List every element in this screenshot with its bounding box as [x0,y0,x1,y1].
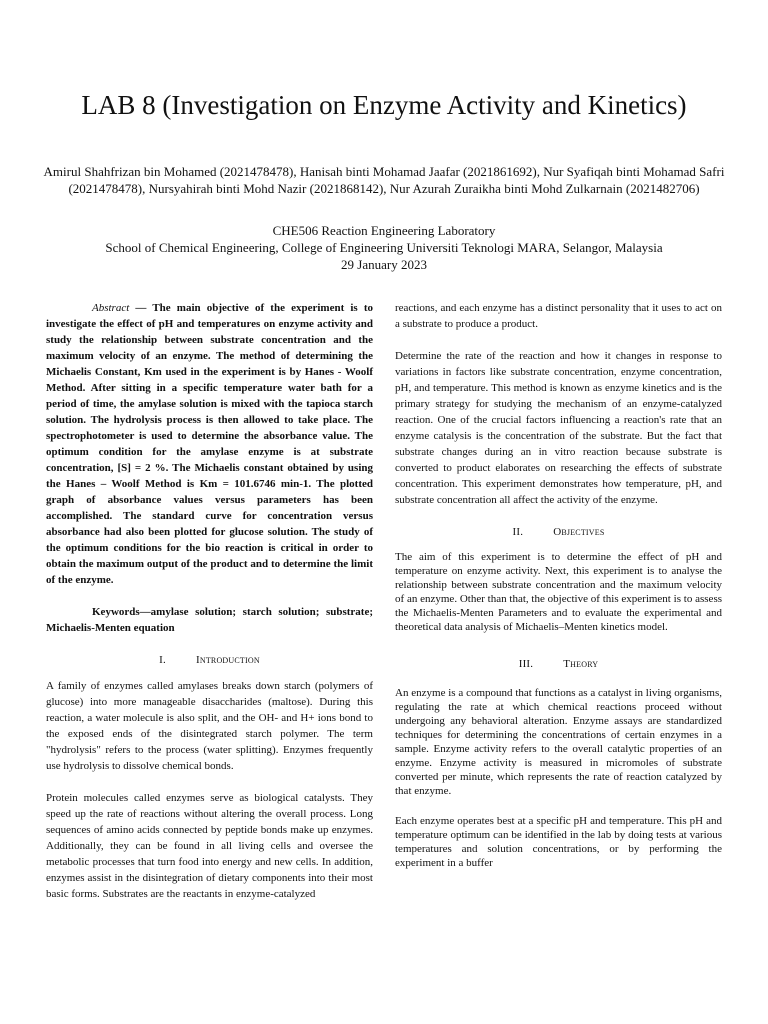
section-heading-theory [395,656,722,672]
theory-paragraph-2: Each enzyme operates best at a specific pH and temperature. This pH and temperature optimum can be identified in the lab by doing tests at various temperatures and solution concentrations, or by performing the experiment in a buffer [395,815,722,869]
section-number: II. [512,526,524,538]
theory-paragraph-1: An enzyme is a compound that functions as a catalyst in living organisms, regulating the rate at which chemical reactions proceed without undergoing any behavioral alteration. Enzyme assays are standardized techniques for determining the concentrations of certain enzymes in a sample. Enzyme activity refers to the overall catalytic properties of an enzyme. Enzyme activity is measured in micromoles of substrate converted per minute, which represents the rate of reaction catalyzed by that enzyme. [395,687,722,797]
intro-paragraph-1: A family of enzymes called amylases breaks down starch (polymers of glucose) into more manageable disaccharides (maltose). During this reaction, a water molecule is also split, and the OH- and H+ ions bond to the exposed ends of the disintegrated starch polymer. The term "hydrolysis" refers to the process (water splitting). Enzymes frequently use hydrolysis to dissolve chemical bonds. [46,680,373,772]
section-number: III. [518,658,534,670]
section-heading-objectives [395,524,722,540]
right-column [395,300,722,886]
keywords-paragraph: Keywords—amylase solution; starch solution; substrate; Michaelis-Menten equation [46,606,373,634]
author-list: Amirul Shahfrizan bin Mohamed (2021478478), Hanisah binti Mohamad Jaafar (2021861692), Nur Syafiqah binti Mohamad Safri (2021478478), Nursyahirah binti Mohd Nazir (2021868142), Nur Azurah Zuraikha binti Mohd Zulkarnain (2021482706) [43,164,725,196]
intro-paragraph-4: Determine the rate of the reaction and how it changes in response to variations in factors like substrate concentration, enzyme concentration, pH, and temperature. This method is known as enzyme kinetics and is the primary strategy for studying the mechanism of an enzyme-catalyzed reaction. One of the crucial factors influencing a reaction's rate that an enzyme catalysis is the concentration of the substrate. But the fact that substrate changes during an in vitro reaction because substrate is converted to product elaborates on researching the effects of substrate concentration. This experiment demonstrates how temperature, pH, and substrate concentration all affect the activity of the enzyme. [395,350,722,506]
abstract-paragraph [46,300,373,588]
affiliation-block [40,222,728,273]
section-name: Introduction [195,654,260,666]
paper-title: LAB 8 (Investigation on Enzyme Activity and Kinetics) [81,90,687,120]
abstract-label: Abstract [92,302,130,314]
intro-paragraph-2: Protein molecules called enzymes serve as biological catalysts. They speed up the rate of reactions without altering the overall process. Long sequences of amino acids connected by peptide bonds make up enzymes. Additionally, they can be found in all living cells and oversee the metabolic processes that turn food into energy and new cells. In addition, enzymes assist in the disintegration of dietary components into their most basic forms. Substrates are the reactants in enzyme-catalyzed [46,792,373,900]
left-column [46,300,373,918]
course-name: CHE506 Reaction Engineering Laboratory [272,223,496,238]
section-heading-introduction [46,652,373,668]
intro-paragraph-3: reactions, and each enzyme has a distinct personality that it uses to act on a substrate to produce a product. [395,302,722,330]
institution-name: School of Chemical Engineering, College of Engineering Universiti Teknologi MARA, Selangor, Malaysia [105,240,663,255]
paper-date: 29 January 2023 [341,257,427,272]
objectives-paragraph: The aim of this experiment is to determine the effect of pH and temperature on enzyme activity. Next, this experiment is to analyse the relationship between substrate concentration and the maximum velocity of an enzyme. Other than that, the objective of this experiment is to assess the Michaelis-Menten Parameters and to evaluate the experimental and theoretical data analysis of Michaelis–Menten kinetics model. [395,551,722,633]
section-name: Objectives [553,526,605,538]
section-name: Theory [563,658,599,670]
abstract-text: — The main objective of the experiment is to investigate the effect of pH and temperatures on enzyme activity and study the relationship between substrate concentration and the maximum velocity of an enzyme. The method of determining the Michaelis Constant, Km used in the experiment is by Hanes - Woolf Method. After sitting in a specific temperature water bath for a period of time, the amylase solution is mixed with the tapioca starch solution. The hydrolysis process is then allowed to take place. The spectrophotometer is used to determine the absorbance value. The optimum condition for the amylase enzyme is at substrate concentration, [S] = 2 %. The Michaelis constant obtained by using the Hanes – Woolf Method is Km = 101.6746 min-1. The plotted graph of absorbance values versus parameters has been accomplished. The standard curve for concentration versus absorbance had also been plotted for glucose solution. The study of the optimum conditions for the bio reaction is critical in order to obtain the maximum output of the product and to determine the limit of the enzyme. [46,302,373,586]
section-number: I. [159,654,166,666]
